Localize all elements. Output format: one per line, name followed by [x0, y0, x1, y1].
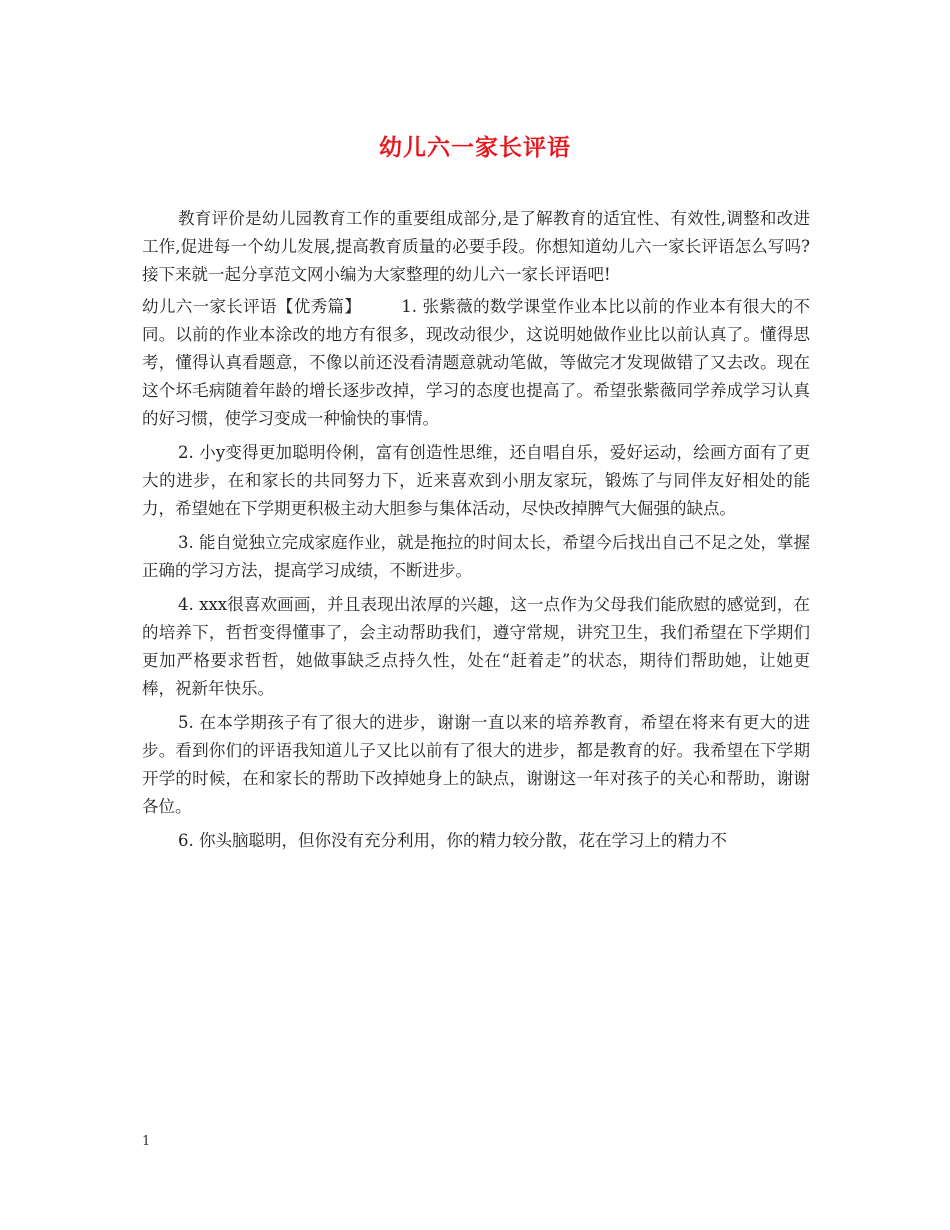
document-body — [142, 205, 810, 855]
list-item: 5. 在本学期孩子有了很大的进步，谢谢一直以来的培养教育，希望在将来有更大的进步。看到你们的评语我知道儿子又比以前有了很大的进步，都是教育的好。我希望在下学期开学的时候，在和家长的帮助下改掉她身上的缺点，谢谢这一年对孩子的关心和帮助，谢谢各位。 — [142, 713, 810, 816]
list-item: 3. 能自觉独立完成家庭作业，就是拖拉的时间太长，希望今后找出自己不足之处，掌握正确的学习方法，提高学习成绩，不断进步。 — [142, 533, 810, 580]
document-title: 幼儿六一家长评语 — [379, 134, 571, 161]
page-number: 1 — [142, 1134, 151, 1149]
list-item: 4. xxx很喜欢画画，并且表现出浓厚的兴趣，这一点作为父母我们能欣慰的感觉到，在的培养下，哲哲变得懂事了，会主动帮助我们，遵守常规，讲究卫生，我们希望在下学期们更加严格要求哲哲，她做事缺乏点持久性，处在“赶着走”的状态，期待们帮助她，让她更棒，祝新年快乐。 — [142, 595, 810, 698]
section-heading: 幼儿六一家长评语【优秀篇】 — [142, 297, 362, 316]
section-first-paragraph — [142, 293, 810, 433]
intro-paragraph: 教育评价是幼儿园教育工作的重要组成部分,是了解教育的适宜性、有效性,调整和改进工作,促进每一个幼儿发展,提高教育质量的必要手段。你想知道幼儿六一家长评语怎么写吗?接下来就一起分享范文网小编为大家整理的幼儿六一家长评语吧! — [142, 209, 810, 284]
list-item: 2. 小y变得更加聪明伶俐，富有创造性思维，还自唱自乐，爱好运动，绘画方面有了更大的进步，在和家长的共同努力下，近来喜欢到小朋友家玩，锻炼了与同伴友好相处的能力，希望她在下学期更积极主动大胆参与集体活动，尽快改掉脾气大倔强的缺点。 — [142, 443, 810, 518]
list-item: 1. 张紫薇的数学课堂作业本比以前的作业本有很大的不同。以前的作业本涂改的地方有很多，现改动很少，这说明她做作业比以前认真了。懂得思考，懂得认真看题意，不像以前还没看清题意就动笔做，等做完才发现做错了又去改。现在这个坏毛病随着年龄的增长逐步改掉，学习的态度也提高了。希望张紫薇同学养成学习认真的好习惯，使学习变成一种愉快的事情。 — [142, 297, 810, 428]
list-item: 6. 你头脑聪明，但你没有充分利用，你的精力较分散，花在学习上的精力不 — [178, 831, 727, 850]
